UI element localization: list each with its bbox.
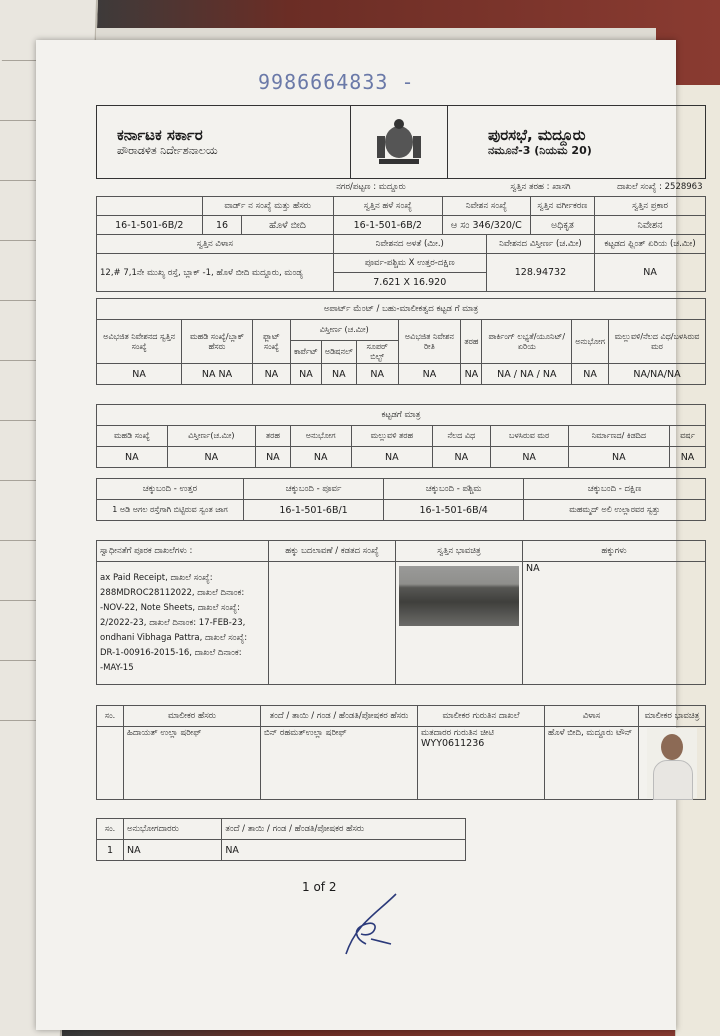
doc-line: ax Paid Receipt, ದಾಖಲೆ ಸಂಖ್ಯೆ: <box>100 572 213 583</box>
occupant-hdr-name: ಅನುಭೋಗದಾರರು <box>124 819 222 840</box>
apt-val-7: NA <box>461 364 482 385</box>
occupant-name: NA <box>124 840 222 861</box>
bld-hdr-usage: ಅನುಭೋಗ <box>290 426 351 447</box>
boundary-south-value: ಮಹಮ್ಮದ್ ಅಲಿ ಉಲ್ಲಾರವರ ಸ್ವತ್ತು <box>524 500 706 521</box>
owner-hdr-no: ಸಂ. <box>97 706 124 727</box>
state-emblem-icon <box>369 116 429 166</box>
bld-hdr-type: ತರಹ <box>256 426 291 447</box>
apt-hdr-flat: ಫ್ಲಾಟ್ ಸಂಖ್ಯೆ <box>252 320 290 364</box>
hdr-pid <box>97 197 203 216</box>
apt-hdr-area: ವಿಸ್ತೀರ್ಣ (ಚ.ಮೀ) <box>290 320 398 341</box>
owner-address: ಹೊಳೆ ಬೀದಿ, ಮದ್ದೂರು ಟೌನ್ <box>545 727 639 800</box>
apt-hdr-additional: ಅಡಿಷನಲ್ <box>321 341 356 364</box>
bld-val-2: NA <box>256 447 291 468</box>
bld-val-7: NA <box>568 447 669 468</box>
owner-hdr-name: ಮಾಲೀಕರ ಹೆಸರು <box>124 706 261 727</box>
val-ward-name: ಹೊಳೆ ಬೀದಿ <box>242 216 333 235</box>
rights-change-label: ಹಕ್ಕು ಬದಲಾವಣೆ / ಕಡತದ ಸಂಖ್ಯೆ <box>269 541 396 562</box>
apt-val-10: NA/NA/NA <box>608 364 705 385</box>
apt-hdr-type: ತರಹ <box>461 320 482 364</box>
municipality-title: ಪುರಸಭೆ, ಮದ್ದೂರು <box>488 126 586 144</box>
bld-val-3: NA <box>290 447 351 468</box>
hdr-property-kind: ಸ್ವತ್ತಿನ ಪ್ರಕಾರ <box>595 197 706 216</box>
hdr-old-no: ಸ್ವತ್ತಿನ ಹಳೆ ಸಂಖ್ಯೆ <box>333 197 442 216</box>
val-classification: ಅಧಿಕೃತ <box>530 216 594 235</box>
apartment-title: ಅಪಾರ್ಟ್ ಮೆಂಟ್ / ಬಹು-ಮಾಲೀಕತ್ವದ ಕಟ್ಟಡ ಗೆ ಮಾತ್ರ <box>97 299 706 320</box>
apt-hdr-roof: ಮಲ್ಲುವಳಿ/ನೆಲದ ವಿಧ/ಬಳಸಿರುವ ಮರ <box>608 320 705 364</box>
bld-hdr-roof: ಮಲ್ಲುವಳಿ ತರಹ <box>351 426 433 447</box>
bld-val-6: NA <box>490 447 568 468</box>
val-pid: 16-1-501-6B/2 <box>97 216 203 235</box>
hdr-site-no: ನಿವೇಶನ ಸಂಖ್ಯೆ <box>442 197 530 216</box>
site-dims-value: 7.621 X 16.920 <box>333 273 486 292</box>
directorate-title: ಪೌರಾಡಳಿತ ನಿರ್ದೇಶನಾಲಯ <box>117 144 218 157</box>
header-table <box>96 105 706 179</box>
building-area-value: NA <box>595 254 706 292</box>
boundary-south-label: ಚಕ್ಕುಬಂದಿ - ದಕ್ಷಿಣ <box>524 479 706 500</box>
occupant-hdr-no: ಸಂ. <box>97 819 124 840</box>
handwritten-number: 9986664833 - <box>258 70 415 94</box>
form-number: ನಮೂನೆ-3 (ನಿಯಮ 20) <box>488 144 592 157</box>
boundary-table <box>96 478 706 521</box>
apt-val-0: NA <box>97 364 182 385</box>
apt-hdr-super: ಸೂಪರ್ ಬಿಲ್ಟ್ <box>356 341 398 364</box>
apt-val-9: NA <box>572 364 609 385</box>
rights-label: ಹಕ್ಕುಗಳು <box>523 541 706 562</box>
apt-val-8: NA / NA / NA <box>482 364 572 385</box>
apt-hdr-undivided: ಅವಿಭಜಿತ ನಿವೇಶನದ ಸ್ವತ್ತಿನ ಸಂಖ್ಯೆ <box>97 320 182 364</box>
apt-val-3: NA <box>290 364 321 385</box>
property-photo <box>399 566 519 626</box>
building-title: ಕಟ್ಟಡಗೆ ಮಾತ್ರ <box>97 405 706 426</box>
bld-val-5: NA <box>433 447 490 468</box>
occupant-hdr-parent: ತಂದೆ / ತಾಯಿ / ಗಂಡ / ಹೆಂಡತಿ/ಪೋಷಕರ ಹೆಸರು <box>222 819 466 840</box>
entry-number-label: ದಾಖಲೆ ಸಂಖ್ಯೆ : 2528963 <box>617 182 703 192</box>
apt-hdr-share: ಅವಿಭಜಿತ ನಿವೇಶನ ರೀತಿ <box>398 320 461 364</box>
owner-id-number: WYY0611236 <box>421 738 485 749</box>
apt-val-1: NA NA <box>182 364 253 385</box>
owner-table <box>96 705 706 800</box>
address-value: 12,# 7,1ನೇ ಮುಖ್ಯ ರಸ್ತೆ, ಬ್ಲಾಕ್ -1, ಹೊಳೆ ಬೀದಿ ಮದ್ದೂರು, ಮಂಡ್ಯ <box>97 254 334 292</box>
occupant-table <box>96 818 466 861</box>
doc-line: -NOV-22, Note Sheets, ದಾಖಲೆ ಸಂಖ್ಯೆ: <box>100 602 240 613</box>
apt-val-2: NA <box>252 364 290 385</box>
bld-val-0: NA <box>97 447 168 468</box>
apt-hdr-floor: ಮಹಡಿ ಸಂಖ್ಯೆ/ಬ್ಲಾಕ್ ಹೆಸರು <box>182 320 253 364</box>
doc-line: 2/2022-23, ದಾಖಲೆ ದಿನಾಂಕ: 17-FEB-23, <box>100 617 246 628</box>
owner-hdr-photo: ಮಾಲೀಕರ ಭಾವಚಿತ್ರ <box>639 706 706 727</box>
bld-val-1: NA <box>167 447 255 468</box>
owner-id-doc: ಮತದಾರರ ಗುರುತಿನ ಚೀಟಿ <box>421 728 494 738</box>
page-number: 1 of 2 <box>302 880 337 894</box>
owner-hdr-id: ಮಾಲೀಕರ ಗುರುತಿನ ದಾಖಲೆ <box>418 706 545 727</box>
apt-hdr-usage: ಅನುಭೋಗ <box>572 320 609 364</box>
doc-line: DR-1-00916-2015-16, ದಾಖಲೆ ದಿನಾಂಕ: <box>100 647 242 658</box>
boundary-east-label: ಚಕ್ಕುಬಂದಿ - ಪೂರ್ವ <box>244 479 384 500</box>
bld-hdr-year: ವರ್ಷ <box>670 426 706 447</box>
town-label: ನಗರ/ಪಟ್ಟಣ : ಮದ್ದೂರು <box>336 182 406 192</box>
doc-line: -MAY-15 <box>100 662 134 673</box>
rights-change-value <box>269 562 396 685</box>
site-area-label: ನಿವೇಶನದ ವಿಸ್ತೀರ್ಣ (ಚ.ಮೀ) <box>486 235 594 254</box>
photo-label: ಸ್ವತ್ತಿನ ಭಾವಚಿತ್ರ <box>396 541 523 562</box>
doc-line: ondhani Vibhaga Pattra, ದಾಖಲೆ ಸಂಖ್ಯೆ: <box>100 632 248 643</box>
rights-value: NA <box>523 562 706 685</box>
bld-hdr-floor: ಮಹಡಿ ಸಂಖ್ಯೆ <box>97 426 168 447</box>
doc-line: 288MDROC28112022, ದಾಖಲೆ ದಿನಾಂಕ: <box>100 587 245 598</box>
boundary-north-value: 1 ಅಡಿ ಅಗಲ ರಸ್ತೆಗಾಗಿ ಬಿಟ್ಟಿರುವ ಸ್ವಂತ ಜಾಗ <box>97 500 244 521</box>
bld-val-4: NA <box>351 447 433 468</box>
property-table <box>96 178 706 292</box>
apt-hdr-parking: ಪಾರ್ಕಿಂಗ್ ಲಭ್ಯತೆ/ಯೂನಿಟ್/ಏರಿಯ <box>482 320 572 364</box>
owner-no <box>97 727 124 800</box>
val-old-no: 16-1-501-6B/2 <box>333 216 442 235</box>
apartment-table <box>96 298 706 385</box>
bld-hdr-area: ವಿಸ್ತೀರ್ಣ(ಚ.ಮೀ) <box>167 426 255 447</box>
owner-name: ಹಿದಾಯತ್ ಉಲ್ಲಾ ಷರೀಫ್ <box>124 727 261 800</box>
signature-icon <box>336 884 416 964</box>
occupant-no: 1 <box>97 840 124 861</box>
site-dims-sub: ಪೂರ್ವ-ಪಶ್ಚಿಮ X ಉತ್ತರ-ದಕ್ಷಿಣ <box>333 254 486 273</box>
occupant-parent: NA <box>222 840 466 861</box>
boundary-west-label: ಚಕ್ಕುಬಂದಿ - ಪಶ್ಚಿಮ <box>384 479 524 500</box>
docs-list <box>97 562 269 685</box>
owner-hdr-address: ವಿಳಾಸ <box>545 706 639 727</box>
apt-val-4: NA <box>321 364 356 385</box>
address-label: ಸ್ವತ್ತಿನ ವಿಳಾಸ <box>97 235 334 254</box>
document-page <box>36 40 703 1030</box>
bld-hdr-wood: ಬಳಸಿರುವ ಮರ <box>490 426 568 447</box>
site-dims-label: ನಿವೇಶನದ ಅಳತೆ (ಮೀ.) <box>333 235 486 254</box>
property-type-label: ಸ್ವತ್ತಿನ ತರಹ : ಖಾಸಗಿ <box>510 182 571 192</box>
bld-hdr-floor-type: ನೆಲದ ವಿಧ <box>433 426 490 447</box>
owner-hdr-parent: ತಂದೆ / ತಾಯಿ / ಗಂಡ / ಹೆಂಡತಿ/ಪೋಷಕರ ಹೆಸರು <box>261 706 418 727</box>
building-table <box>96 404 706 468</box>
boundary-north-label: ಚಕ್ಕುಬಂದಿ - ಉತ್ತರ <box>97 479 244 500</box>
owner-parent: ಬಿನ್ ರಹಮತ್‌ಉಲ್ಲಾ ಷರೀಫ್ <box>261 727 418 800</box>
bld-val-8: NA <box>670 447 706 468</box>
val-property-kind: ನಿವೇಶನ <box>595 216 706 235</box>
govt-title: ಕರ್ನಾಟಕ ಸರ್ಕಾರ <box>117 126 203 144</box>
hdr-classification: ಸ್ವತ್ತಿನ ವರ್ಗೀಕರಣ <box>530 197 594 216</box>
apt-val-5: NA <box>356 364 398 385</box>
site-area-value: 128.94732 <box>486 254 594 292</box>
docs-label: ಸ್ವಾಧೀನತೆಗೆ ಪೂರಕ ದಾಖಲೆಗಳು : <box>97 541 269 562</box>
val-ward-no: 16 <box>202 216 242 235</box>
bld-hdr-construction: ನಿರ್ಮಾಣದ/ ಕಿಡದಿದ <box>568 426 669 447</box>
boundary-west-value: 16-1-501-6B/4 <box>384 500 524 521</box>
apt-hdr-carpet: ಕಾರ್ಪೆಟ್ <box>290 341 321 364</box>
hdr-ward: ವಾರ್ಡ್ ನ ಸಂಖ್ಯೆ ಮತ್ತು ಹೆಸರು <box>202 197 333 216</box>
building-area-label: ಕಟ್ಟಡದ ಫ್ಲಿಂತ್ ಏರಿಯ (ಚ.ಮೀ) <box>595 235 706 254</box>
val-site-no: ಆ ಸಂ 346/320/C <box>442 216 530 235</box>
boundary-east-value: 16-1-501-6B/1 <box>244 500 384 521</box>
apt-val-6: NA <box>398 364 461 385</box>
documents-table <box>96 540 706 685</box>
owner-photo <box>647 728 697 798</box>
